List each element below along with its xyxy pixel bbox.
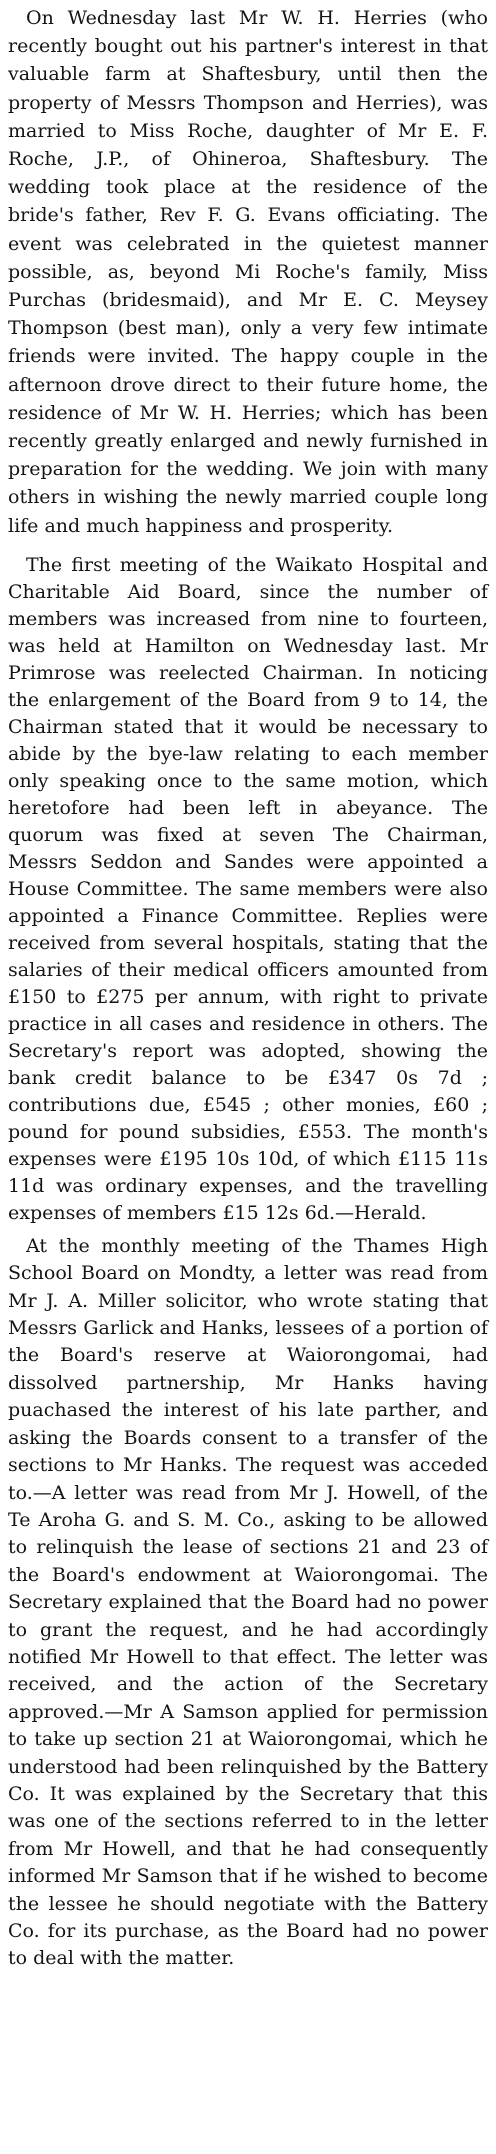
article-paragraph: At the monthly meeting of the Thames High School Board on Mondty, a letter was read from Mr J. A. Miller solicitor, who wrote stating that Messrs Garlick and Hanks, lessees of a portion of the Board's reserve at Waiorongomai, had dissolved partnership, Mr Hanks having puachased the interest of his late parther, and asking the Boards consent to a transfer of the sections to Mr Hanks. The request was acceded to.—A letter was read from Mr J. Howell, of the Te Aroha G. and S. M. Co., asking to be allowed to relinquish the lease of sections 21 and 23 of the Board's endowment at Waiorongomai. The Secretary explained that the Board had no power to grant the request, and he had accordingly notified Mr Howell to that effect. The letter was received, and the action of the Secretary approved.—Mr A Samson applied for permission to take up section 21 at Waiorongomai, which he understood had been relinquished by the Battery Co. It was explained by the Secretary that this was one of the sections referred to in the letter from Mr Howell, and that he had consequently informed Mr Samson that if he wished to become the lessee he should negotiate with the Battery Co. for its purchase, as the Board had no power to deal with the matter. (8, 1234, 488, 1970)
article-waikato-hospital-board (8, 552, 488, 1227)
article-thames-high-school-board (8, 1233, 488, 1973)
article-paragraph (8, 552, 488, 1227)
article-signoff: Herald. (354, 1201, 427, 1224)
paragraph-text: The first meeting of the Waikato Hospital and Charitable Aid Board, since the number of members was increased from nine to fourteen, was held at Hamilton on Wednesday last. Mr Primrose was reelected Chairman. In noticing the enlargement of the Board from 9 to 14, the Chairman stated that it would be necessary to abide by the bye-law relating to each member only speaking once to the same motion, which heretofore had been left in abeyance. The quorum was fixed at seven The Chairman, Messrs Seddon and Sandes were appointed a House Committee. The same members were also appointed a Finance Committee. Replies were received from several hospitals, stating that the salaries of their medical officers amounted from £150 to £275 per annum, with right to private practice in all cases and residence in others. The Secretary's report was adopted, showing the bank credit balance to be £347 0s 7d ; contributions due, £545 ; other monies, £60 ; pound for pound subsidies, £553. The month's expenses were £195 10s 10d, of which £115 11s 11d was ordinary expenses, and the travelling expenses of members £15 12s 6d.— (8, 553, 488, 1224)
article-herries-wedding (8, 4, 488, 540)
article-paragraph: On Wednesday last Mr W. H. Herries (who recently bought out his partner's interest in that valuable farm at Shaftesbury, until then the property of Messrs Thompson and Herries), was married to Miss Roche, daughter of Mr E. F. Roche, J.P., of Ohineroa, Shaftesbury. The wedding took place at the residence of the bride's father, Rev F. G. Evans officiating. The event was celebrated in the quietest manner possible, as, beyond Mi Roche's family, Miss Purchas (bridesmaid), and Mr E. C. Meysey Thompson (best man), only a very few intimate friends were invited. The happy couple in the afternoon drove direct to their future home, the residence of Mr W. H. Herries; which has been recently greatly enlarged and newly furnished in preparation for the wedding. We join with many others in wishing the newly married couple long life and much happiness and prosperity. (8, 7, 488, 537)
